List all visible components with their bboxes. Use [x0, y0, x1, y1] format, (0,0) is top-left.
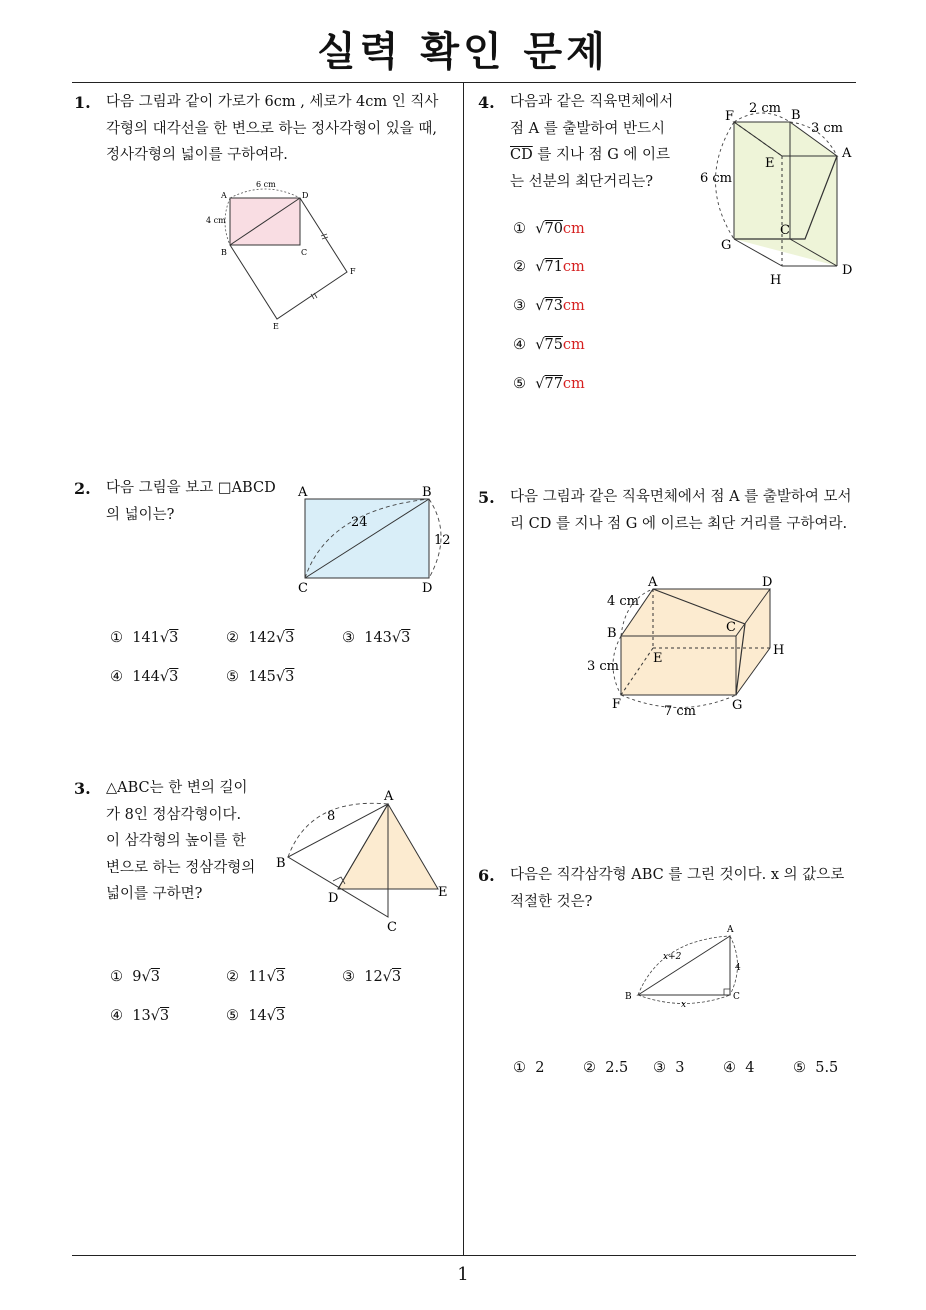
label-e: E	[653, 651, 663, 666]
label-x-plus-2: x+2	[663, 952, 682, 962]
bottom-divider	[72, 1255, 856, 1256]
label-6cm: 6 cm	[700, 171, 733, 186]
label-12: 12	[434, 533, 451, 548]
label-c: C	[387, 920, 397, 935]
option-3[interactable]: ③ 3	[653, 1060, 685, 1076]
option-3[interactable]: ③ √73cm	[513, 298, 585, 314]
question-number: 5.	[478, 488, 495, 507]
option-5[interactable]: ⑤ 5.5	[793, 1060, 839, 1076]
question-text	[106, 89, 458, 169]
q1-figure	[195, 172, 375, 332]
label-6cm: 6 cm	[256, 180, 276, 189]
label-f: F	[350, 267, 356, 276]
label-e: E	[273, 322, 279, 331]
question-line: 각형의 대각선을 한 변으로 하는 정사각형이 있을 때,	[106, 120, 438, 137]
option-2[interactable]: ② 11√3	[226, 969, 286, 985]
option-4[interactable]: ④ 13√3	[110, 1008, 170, 1024]
label-d: D	[302, 191, 309, 200]
question-number: 4.	[478, 93, 495, 112]
column-divider	[463, 83, 464, 1255]
label-24: 24	[351, 515, 368, 530]
question-text	[510, 862, 870, 915]
label-d: D	[328, 891, 339, 906]
label-d: D	[842, 263, 853, 278]
page-number: 1	[457, 1264, 469, 1285]
question-text	[106, 775, 276, 908]
question-number: 6.	[478, 866, 495, 885]
label-3cm: 3 cm	[811, 121, 844, 136]
label-b: B	[791, 108, 801, 123]
question-line: 가 8인 정삼각형이다.	[106, 806, 242, 823]
label-7cm: 7 cm	[664, 704, 697, 719]
label-x: x	[681, 1000, 687, 1010]
question-line: 다음은 직각삼각형 ABC 를 그린 것이다. x 의 값으로	[510, 867, 845, 883]
question-line: 리 CD 를 지나 점 G 에 이르는 최단 거리를 구하여라.	[510, 515, 848, 532]
label-b: B	[422, 485, 432, 500]
question-line: 다음 그림과 같은 직육면체에서 점 A 를 출발하여 모서	[510, 489, 852, 505]
question-text	[510, 89, 700, 195]
question-line: 넓이를 구하면?	[106, 886, 203, 902]
label-g: G	[732, 698, 743, 713]
label-b: B	[625, 992, 632, 1002]
label-e: E	[765, 156, 775, 171]
question-line: 적절한 것은?	[510, 893, 593, 910]
label-2cm: 2 cm	[749, 101, 782, 116]
label-b: B	[276, 856, 286, 871]
label-a: A	[842, 146, 852, 161]
label-4cm: 4 cm	[206, 216, 226, 225]
option-1[interactable]: ① 9√3	[110, 969, 160, 985]
label-c: C	[298, 581, 308, 596]
q4-figure	[692, 96, 862, 291]
label-c: C	[780, 223, 790, 238]
question-number: 3.	[74, 779, 91, 798]
label-a: A	[221, 191, 227, 200]
question-line: 의 넓이는?	[106, 506, 175, 523]
question-text	[106, 475, 296, 528]
question-line: 다음 그림을 보고 □ABCD	[106, 480, 276, 496]
label-g: G	[721, 238, 732, 253]
option-3[interactable]: ③ 12√3	[342, 969, 402, 985]
option-1[interactable]: ① 141√3	[110, 630, 179, 646]
question-line: 다음 그림과 같이 가로가 6cm , 세로가 4cm 인 직사	[106, 94, 439, 110]
question-line: 다음과 같은 직육면체에서	[510, 94, 674, 110]
option-2[interactable]: ② 2.5	[583, 1060, 629, 1076]
question-line: △ABC는 한 변의 길이	[106, 780, 248, 796]
label-a: A	[298, 485, 308, 500]
q2-figure	[288, 480, 458, 600]
q3-figure	[270, 782, 460, 942]
label-b: B	[221, 248, 227, 257]
label-c: C	[301, 248, 308, 257]
page-title: 실력 확인 문제	[317, 29, 609, 75]
option-3[interactable]: ③ 143√3	[342, 630, 411, 646]
label-a: A	[727, 925, 734, 935]
option-5[interactable]: ⑤ 145√3	[226, 669, 295, 685]
label-a: A	[648, 575, 658, 590]
label-c: C	[726, 620, 736, 635]
label-4cm: 4 cm	[607, 594, 640, 609]
option-5[interactable]: ⑤ √77cm	[513, 376, 585, 392]
option-1[interactable]: ① √70cm	[513, 221, 585, 237]
label-f: F	[725, 109, 735, 124]
option-1[interactable]: ① 2	[513, 1060, 545, 1076]
label-c: C	[733, 992, 740, 1002]
triangle-abc	[638, 936, 730, 995]
option-4[interactable]: ④ 4	[723, 1060, 755, 1076]
question-line: 변으로 하는 정삼각형의	[106, 859, 256, 876]
q5-figure	[580, 570, 800, 720]
option-2[interactable]: ② 142√3	[226, 630, 295, 646]
question-number: 1.	[74, 93, 91, 112]
option-4[interactable]: ④ 144√3	[110, 669, 179, 685]
question-line: 이 삼각형의 높이를 한	[106, 833, 246, 849]
label-d: D	[762, 575, 773, 590]
question-text	[510, 484, 870, 537]
label-d: D	[422, 581, 433, 596]
label-h: H	[770, 273, 782, 288]
label-h: H	[773, 643, 785, 658]
question-line: 점 A 를 출발하여 반드시	[510, 120, 665, 137]
label-b: B	[607, 626, 617, 641]
label-4: 4	[735, 963, 741, 973]
option-2[interactable]: ② √71cm	[513, 259, 585, 275]
label-e: E	[438, 885, 448, 900]
question-line: $\overline{CD}$ 를 지나 점 G 에 이르	[510, 147, 671, 163]
option-5[interactable]: ⑤ 14√3	[226, 1008, 286, 1024]
question-line: 는 선분의 최단거리는?	[510, 173, 654, 190]
label-8: 8	[327, 809, 336, 824]
question-number: 2.	[74, 479, 91, 498]
top-divider	[72, 82, 856, 83]
label-a: A	[384, 789, 394, 804]
option-4[interactable]: ④ √75cm	[513, 337, 585, 353]
q6-figure	[620, 920, 760, 1012]
label-3cm: 3 cm	[587, 659, 620, 674]
question-line: 정사각형의 넓이를 구하여라.	[106, 147, 288, 163]
label-f: F	[612, 697, 622, 712]
